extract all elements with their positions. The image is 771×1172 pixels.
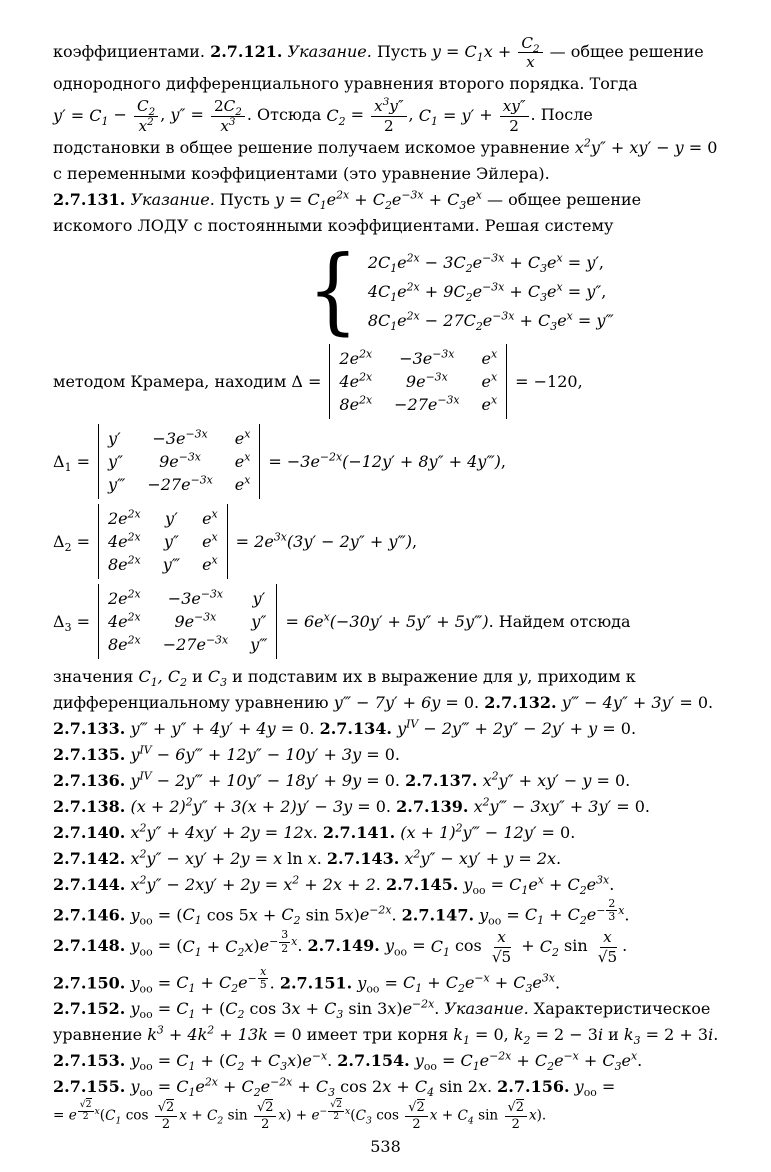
matrix-cell: $8e^{2x}$ bbox=[107, 633, 141, 654]
matrix-cell: $4e^{2x}$ bbox=[107, 530, 141, 551]
matrix-cell: $-3e^{-3x}$ bbox=[152, 427, 208, 448]
text-line: 2.7.136. $y^{IV}$ − 2y‴ + 10y″ − 18y′ + 9y = 0. 2.7.137. $x^2y'' + xy' - y = 0$. bbox=[53, 769, 631, 790]
text-line: = e $^{\frac{√2}{2} x}(C_1$ cos $\frac{√2}{2}$ $x + C_2$ sin $\frac{√2}{2}$ $x) + e^{- \frac{√2}{2} x}(C_3$ cos $\frac{√2}{2}$ $x + C_4$ sin $\frac{√2}{2}$ x). bbox=[53, 1099, 547, 1132]
matrix-cell: $9e^{-3x}$ bbox=[159, 450, 201, 471]
text-line: коэффициентами. 2.7.121. Указание. Пусть $y = C_1x$ + $\frac{C_2}{x}$ — общее решение bbox=[53, 34, 704, 72]
matrix-cell: $-27e^{-3x}$ bbox=[162, 633, 229, 654]
determinant-delta2-prefix: $\Delta_2$ = bbox=[53, 531, 90, 555]
text-line: уравнение $k^3 + 4k^2 + 13k = 0$ имеет три корня $k_1 = 0$, $k_2 = 2 - 3i$ и $k_3 = 2 + 3i$. bbox=[53, 1023, 719, 1048]
determinant-delta-prefix: методом Крамера, находим Δ = bbox=[53, 371, 322, 391]
text-line: $y' = C_1$ − $\frac{C_2}{x^2}$ , y″ = $\frac{2C_2}{x^3}$ . Отсюда $C_2$ = $\frac{x^3y''}{2}$ , $C_1 = y'$ + $\frac{xy''}{2}$ . После bbox=[53, 96, 593, 135]
matrix-cell: y‴ bbox=[162, 554, 181, 574]
matrix-cell: $9e^{-3x}$ bbox=[405, 370, 448, 391]
text-line: 2.7.155. $y_{оо} = C_1e^{2x} + C_2e^{-2x} + C_3$ $\cos 2x + C_4$ sin 2x. 2.7.156. $y_{оо}$ = bbox=[53, 1075, 616, 1100]
text-line: 2.7.135. $y^{IV}$ − 6y‴ + 12y″ − 10y′ + 3y = 0. bbox=[53, 743, 400, 764]
page-number: 538 bbox=[370, 1137, 401, 1156]
text-line: 2.7.131. Указание. Пусть $y = C_1e^{2x} + C_2e^{-3x} + C_3e^x$ — общее решение bbox=[53, 188, 642, 213]
matrix-cell: $4e^{2x}$ bbox=[339, 370, 373, 391]
determinant-delta3-prefix: $\Delta_3$ = bbox=[53, 611, 90, 635]
matrix-cell: y‴ bbox=[250, 634, 268, 654]
matrix-cell: y″ bbox=[107, 451, 123, 471]
matrix-cell: $e^x$ bbox=[481, 347, 498, 368]
matrix-cell: $4e^{2x}$ bbox=[107, 610, 141, 631]
determinant-line-delta3 bbox=[53, 584, 731, 659]
determinant-line-delta2 bbox=[53, 504, 731, 579]
matrix-cell: y′ bbox=[252, 588, 266, 608]
text-line: 2.7.146. $y_{оо} = (C_1$ $\cos 5x + C_2$ $\sin 5x)e^{-2x}$. 2.7.147. $y_{оо} = C_1 + C_2e^{- \frac{2}{3} x}$. bbox=[53, 896, 630, 928]
matrix-cell: $-27e^{-3x}$ bbox=[394, 393, 460, 414]
matrix-cell: $e^x$ bbox=[234, 473, 251, 494]
determinant-delta3-matrix bbox=[98, 584, 277, 659]
determinant-delta3-result: = $6e^x(-30y' + 5y''$ + 5y‴). Найдем отсюда bbox=[285, 610, 631, 631]
text-line: значения $C_1$, $C_2$ и $C_3$ и подставим их в выражение для y, приходим к bbox=[53, 666, 636, 690]
text-line: 2.7.144. $x^2y'' - 2xy' + 2y = x^2 + 2x + 2$. 2.7.145. $y_{оо} = C_1e^x + C_2e^{3x}$. bbox=[53, 873, 615, 898]
determinant-delta2-result: = $2e^{3x}(3y' - 2y''$ + y‴), bbox=[235, 530, 418, 551]
matrix-cell: $e^x$ bbox=[481, 393, 498, 414]
determinant-delta1-result: = $-3e^{-2x}(-12y' + 8y''$ + 4y‴), bbox=[268, 450, 506, 471]
problems-paragraph bbox=[53, 664, 731, 1132]
determinant-delta1-prefix: $\Delta_1$ = bbox=[53, 451, 90, 475]
matrix-cell: $8e^{2x}$ bbox=[339, 393, 373, 414]
text-line: 2.7.142. $x^2y'' - xy' + 2y = x$ ln x. 2.7.143. $x^2y'' - xy' + y = 2x$. bbox=[53, 847, 562, 868]
matrix-cell: $e^x$ bbox=[202, 507, 218, 528]
equation-system bbox=[303, 236, 731, 346]
matrix-cell: $e^x$ bbox=[202, 530, 218, 551]
matrix-cell: y′ bbox=[107, 428, 121, 448]
text-line: 2.7.150. $y_{оо} = C_1 + C_2e^{- \frac{x}{5}}$ . 2.7.151. $y_{оо} = C_1 + C_2e^{-x} + C_3e^{3x}$. bbox=[53, 964, 561, 996]
matrix-cell: $8e^{2x}$ bbox=[107, 553, 141, 574]
text-line: однородного дифференциального уравнения второго порядка. Тогда bbox=[53, 74, 638, 94]
text-line: с переменными коэффициентами (это уравнение Эйлера). bbox=[53, 163, 550, 183]
paragraph-2-7-121 bbox=[53, 34, 731, 187]
matrix-cell: $e^x$ bbox=[481, 370, 498, 391]
determinant-line-delta bbox=[53, 344, 731, 419]
matrix-cell: y″ bbox=[163, 531, 179, 551]
text-line: 2.7.140. $x^2y'' + 4xy' + 2y = 12x$. 2.7.141. $(x + 1)^2y‴ - 12y' = 0$. bbox=[53, 821, 576, 842]
matrix-cell: $2e^{2x}$ bbox=[339, 347, 373, 368]
matrix-cell: $9e^{-3x}$ bbox=[174, 610, 217, 631]
text-line: 2.7.138. $(x + 2)^2y'' + 3(x + 2)y' - 3y = 0$. 2.7.139. $x^2y‴ - 3xy'' + 3y' = 0$. bbox=[53, 795, 650, 816]
determinant-delta-result: = −120, bbox=[515, 371, 583, 391]
matrix-cell: $-27e^{-3x}$ bbox=[147, 473, 213, 494]
matrix-cell: y′ bbox=[165, 508, 178, 528]
text-line: 2.7.148. $y_{оо} = (C_1 + C_2x)e^{- \frac{3}{2} x}$. 2.7.149. $y_{оо} = C_1$ cos $\frac{x}{√5}$ + $C_2$ sin $\frac{x}{√5}$ . bbox=[53, 928, 628, 966]
determinant-delta-matrix bbox=[329, 344, 507, 419]
matrix-cell: y″ bbox=[251, 611, 267, 631]
matrix-cell: $e^x$ bbox=[234, 427, 251, 448]
determinant-delta1-matrix bbox=[98, 424, 260, 499]
text-line: 2.7.133. y‴ + y″ + 4y′ + 4y = 0. 2.7.134. $y^{IV}$ − 2y‴ + 2y″ − 2y′ + y = 0. bbox=[53, 717, 637, 738]
matrix-cell: $e^x$ bbox=[202, 553, 218, 574]
matrix-cell: y‴ bbox=[107, 474, 126, 494]
text-line: 2.7.153. $y_{оо} = C_1 + (C_2 + C_3x)e^{-x}$. 2.7.154. $y_{оо} = C_1e^{-2x} + C_2e^{-x} + C_3e^x$. bbox=[53, 1049, 643, 1074]
text-line: подстановки в общее решение получаем искомое уравнение $x^2y'' + xy' - y = 0$ bbox=[53, 136, 718, 157]
matrix-cell: $2e^{2x}$ bbox=[107, 587, 141, 608]
text-line: искомого ЛОДУ с постоянными коэффициентами. Решая систему bbox=[53, 215, 614, 235]
paragraph-2-7-131 bbox=[53, 187, 731, 239]
text-line: 2.7.152. $y_{оо} = C_1 + (C_2$ $\cos 3x + C_3$ $\sin 3x)e^{-2x}$. Указание. Характеристическое bbox=[53, 997, 711, 1022]
text-line: $8C_1e^{2x} - 27C_2e^{-3x} + C_3e^x$ = y‴ bbox=[367, 309, 614, 334]
text-line: $4C_1e^{2x} + 9C_2e^{-3x} + C_3e^x = y''$, bbox=[367, 280, 607, 305]
matrix-cell: $e^x$ bbox=[234, 450, 251, 471]
system-brace: { bbox=[307, 236, 359, 346]
matrix-cell: $-3e^{-3x}$ bbox=[399, 347, 455, 368]
text-line: дифференциальному уравнению y‴ − 7y′ + 6y = 0. 2.7.132. y‴ − 4y″ + 3y′ = 0. bbox=[53, 692, 714, 712]
system-equations bbox=[368, 248, 614, 335]
matrix-cell: $2e^{2x}$ bbox=[107, 507, 141, 528]
determinant-delta2-matrix bbox=[98, 504, 228, 579]
determinant-line-delta1 bbox=[53, 424, 731, 499]
matrix-cell: $-3e^{-3x}$ bbox=[167, 587, 224, 608]
text-line: $2C_1e^{2x} - 3C_2e^{-3x} + C_3e^x = y'$, bbox=[367, 251, 604, 276]
